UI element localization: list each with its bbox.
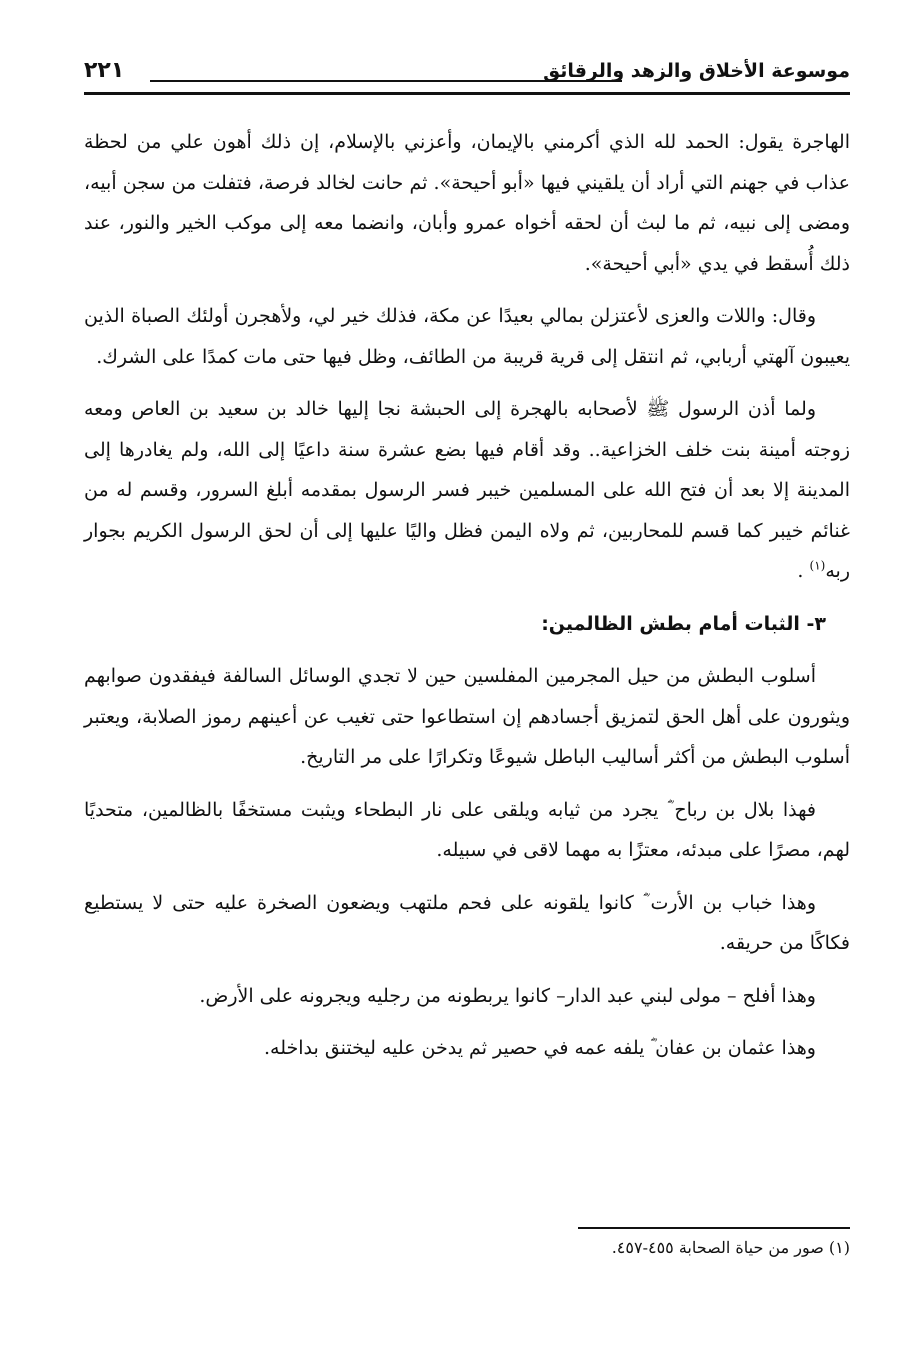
book-title: موسوعة الأخلاق والزهد والرقائق xyxy=(543,60,850,82)
header-underline xyxy=(84,92,850,95)
paragraph-3 xyxy=(84,389,850,592)
paragraph-6: وهذا خباب بن الأرت ؓ كانوا يلقونه على فحم ملتهب ويضعون الصخرة عليه حتى لا يستطيع فكاكًا من حريقه. xyxy=(84,891,850,954)
paragraph-4: أسلوب البطش من حيل المجرمين المفلسين حين لا تجدي الوسائل السالفة فيفقدون صوابهم ويثورون على أهل الحق لتمزيق أجسادهم إن استطاعوا حتى تغيب عن أعينهم رموز الصلابة، ويعتبر أسلوب البطش من أكثر أساليب الباطل شيوعًا وتكرارًا على مر التاريخ. xyxy=(84,665,850,768)
page-header xyxy=(84,58,850,94)
paragraph-3-end: . xyxy=(797,560,810,582)
header-rule xyxy=(150,80,622,82)
paragraph-3-text: ولما أذن الرسول ﷺ لأصحابه بالهجرة إلى الحبشة نجا إليها خالد بن سعيد بن العاص ومعه زوجته أمينة بنت خلف الخزاعية.. وقد أقام فيها بضع عشرة سنة داعيًا إلى الله، ولم يغادرها إلى المدينة إلا بعد أن فتح الله على المسلمين خيبر فسر الرسول بمقدمه أبلغ السرور، وقسم له من غنائم خيبر كما قسم للمحاربين، ثم ولاه اليمن فظل واليًا عليها إلى أن لحق الرسول الكريم بجوار ربه xyxy=(84,398,850,582)
section-heading: ٣- الثبات أمام بطش الظالمين: xyxy=(541,612,826,635)
paragraph-1: الهاجرة يقول: الحمد لله الذي أكرمني بالإيمان، وأعزني بالإسلام، إن ذلك أهون علي من لحظة عذاب في جهنم التي أراد أن يلقيني فيها «أبو أحيحة». ثم حانت لخالد فرصة، فتفلت من سجن أبيه، ومضى إلى نبيه، ثم ما لبث أن لحقه أخواه عمرو وأبان، وانضما معه إلى موكب الخير والنور، عند ذلك أُسقط في يدي «أبي أحيحة». xyxy=(84,131,850,275)
paragraph-5: فهذا بلال بن رباح ؓ يجرد من ثيابه ويلقى على نار البطحاء ويثبت مستخفًا بالظالمين، متحديًا لهم، مصرًا على مبدئه، معتزًا به مهما لاقى في سبيله. xyxy=(84,798,850,861)
page-number: ٢٢١ xyxy=(84,58,125,83)
paragraph-2: وقال: واللات والعزى لأعتزلن بمالي بعيدًا عن مكة، فذلك خير لي، ولأهجرن أولئك الصباة الذين يعيبون آلهتي أربابي، ثم انتقل إلى قرية قريبة من الطائف، وظل فيها حتى مات كمدًا على الشرك. xyxy=(84,305,850,368)
paragraph-8: وهذا عثمان بن عفان ؓ يلفه عمه في حصير ثم يدخن عليه ليختنق بداخله. xyxy=(263,1037,816,1059)
footnote-rule xyxy=(578,1227,850,1229)
footnote: (١) صور من حياة الصحابة ٤٥٥-٤٥٧. xyxy=(611,1238,850,1257)
page-body xyxy=(84,122,850,1081)
paragraph-7: وهذا أفلح – مولى لبني عبد الدار– كانوا يربطونه من رجليه ويجرونه على الأرض. xyxy=(199,984,816,1007)
footnote-marker: (١) xyxy=(809,558,826,573)
